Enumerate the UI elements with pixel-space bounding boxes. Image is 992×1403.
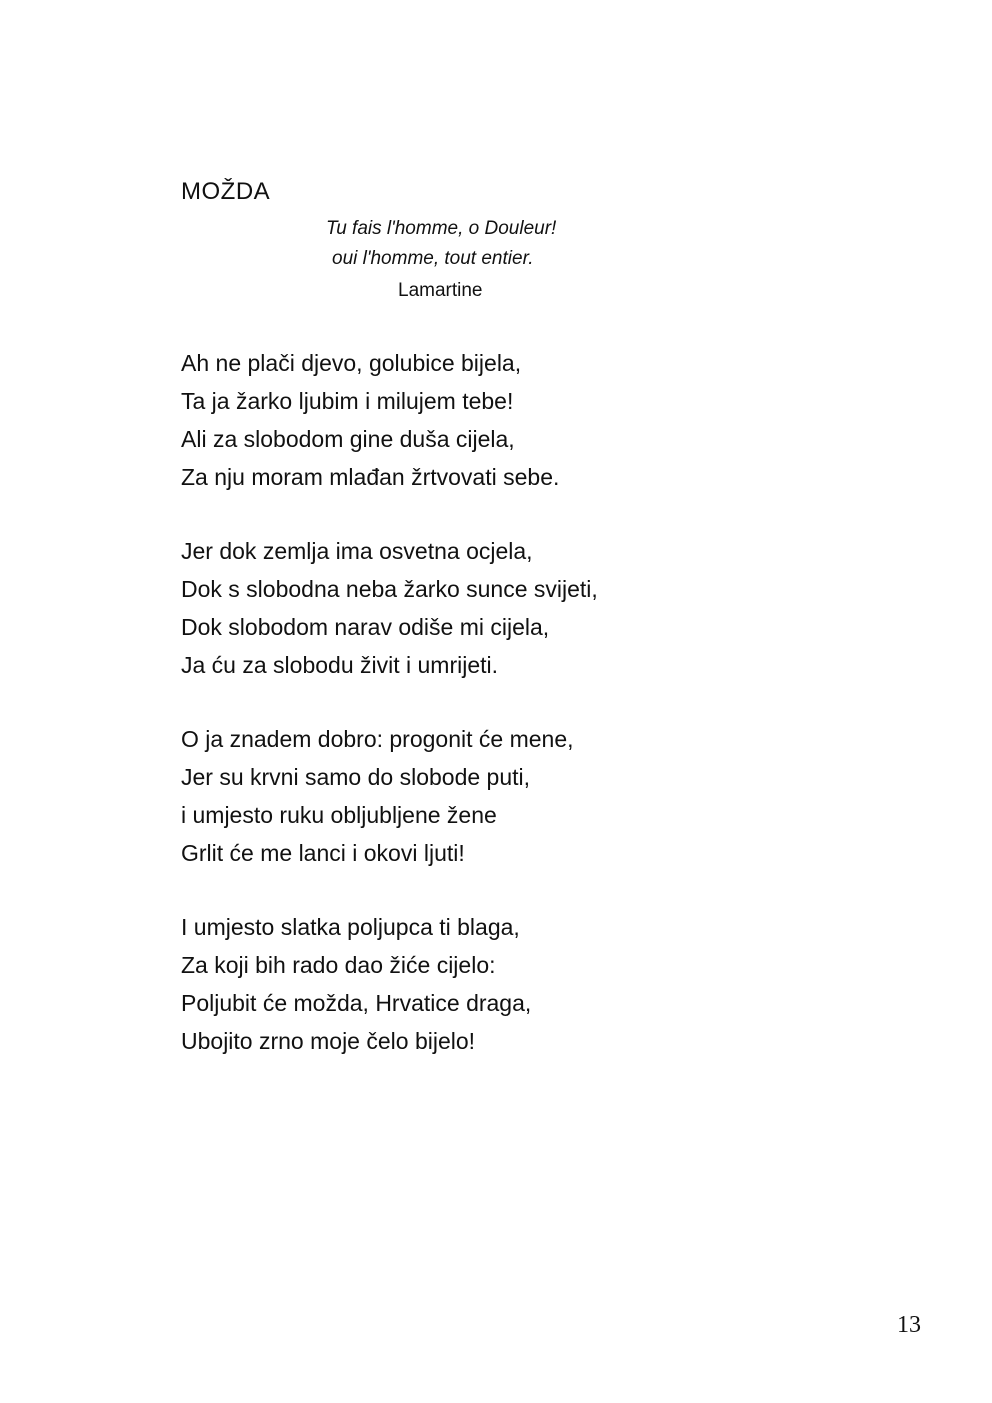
verse-line: i umjesto ruku obljubljene žene [181,802,497,828]
verse-line: Za koji bih rado dao žiće cijelo: [181,952,496,978]
verse-line: Dok slobodom narav odiše mi cijela, [181,614,550,640]
verse-line: Jer dok zemlja ima osvetna ocjela, [181,538,533,564]
epigraph-line: Tu fais l'homme, o Douleur! [326,218,557,239]
epigraph-line: oui l'homme, tout entier. [332,248,534,269]
stanza [181,908,801,1060]
stanza [181,532,801,684]
epigraph [320,214,640,306]
stanza [181,720,801,872]
verse-line: I umjesto slatka poljupca ti blaga, [181,914,520,940]
verse-line: Jer su krvni samo do slobode puti, [181,764,531,790]
page-number: 13 [897,1312,921,1338]
poem-title: MOŽDA [181,178,271,205]
stanza [181,344,801,496]
poem-body [181,344,801,1096]
verse-line: Ubojito zrno moje čelo bijelo! [181,1028,476,1054]
epigraph-author: Lamartine [398,280,483,301]
verse-line: O ja znadem dobro: progonit će mene, [181,726,574,752]
verse-line: Grlit će me lanci i okovi ljuti! [181,840,465,866]
verse-line: Ali za slobodom gine duša cijela, [181,426,515,452]
verse-line: Poljubit će možda, Hrvatice draga, [181,990,532,1016]
verse-line: Dok s slobodna neba žarko sunce svijeti, [181,576,598,602]
verse-line: Za nju moram mlađan žrtvovati sebe. [181,464,560,490]
verse-line: Ja ću za slobodu živit i umrijeti. [181,652,499,678]
verse-line: Ta ja žarko ljubim i milujem tebe! [181,388,514,414]
verse-line: Ah ne plači djevo, golubice bijela, [181,350,522,376]
